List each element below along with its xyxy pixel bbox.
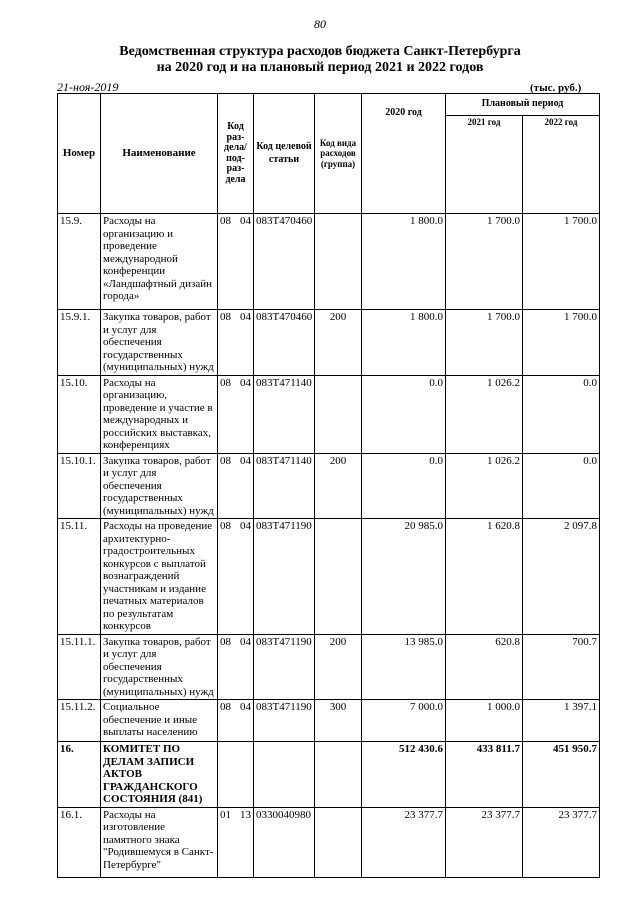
value-2021: 1 026.2 bbox=[446, 375, 523, 453]
value-2021: 433 811.7 bbox=[446, 742, 523, 808]
subsection-code: 04 bbox=[240, 701, 251, 713]
table-row bbox=[58, 700, 600, 742]
target-code: 083Т471140 bbox=[254, 375, 315, 453]
row-number: 15.10.1. bbox=[58, 453, 101, 519]
title-line-1: Ведомственная структура расходов бюджета Санкт-Петербурга bbox=[119, 44, 521, 59]
table-row bbox=[58, 742, 600, 808]
subsection-code: 04 bbox=[240, 376, 251, 389]
value-2022: 1 700.0 bbox=[523, 310, 600, 376]
value-2020: 7 000.0 bbox=[362, 700, 446, 742]
value-2020: 0.0 bbox=[362, 453, 446, 519]
section-code: 08 bbox=[220, 520, 231, 532]
section-code: 08 bbox=[220, 635, 231, 648]
header-target: Код целевой статьи bbox=[254, 94, 315, 214]
table-row bbox=[58, 453, 600, 519]
target-code: 083Т471190 bbox=[254, 700, 315, 742]
expense-type-code bbox=[315, 214, 362, 310]
header-expense-type: Код вида расходов (группа) bbox=[315, 94, 362, 214]
subsection-code: 04 bbox=[240, 520, 251, 532]
section-cell bbox=[218, 634, 254, 700]
table-body bbox=[58, 214, 600, 878]
section-cell bbox=[218, 453, 254, 519]
value-2021: 1 700.0 bbox=[446, 310, 523, 376]
row-number: 16. bbox=[58, 742, 101, 808]
section-cell bbox=[218, 214, 254, 310]
section-cell bbox=[218, 519, 254, 635]
row-number: 15.11.2. bbox=[58, 700, 101, 742]
header-planned-period: Плановый период bbox=[446, 94, 600, 116]
value-2020: 20 985.0 bbox=[362, 519, 446, 635]
row-number: 16.1. bbox=[58, 807, 101, 877]
section-cell bbox=[218, 742, 254, 808]
table-row bbox=[58, 634, 600, 700]
header-number: Номер bbox=[58, 94, 101, 214]
target-code: 083Т471140 bbox=[254, 453, 315, 519]
row-name: Расходы на организацию, проведение и участие в международных и российских выставках, конференциях bbox=[101, 375, 218, 453]
row-name: Закупка товаров, работ и услуг для обеспечения государственных (муниципальных) нужд bbox=[101, 634, 218, 700]
section-cell bbox=[218, 375, 254, 453]
table-row bbox=[58, 807, 600, 877]
value-2021: 620.8 bbox=[446, 634, 523, 700]
value-2020: 512 430.6 bbox=[362, 742, 446, 808]
value-2020: 1 800.0 bbox=[362, 214, 446, 310]
header-2022: 2022 год bbox=[523, 116, 600, 214]
table-header bbox=[58, 94, 600, 214]
value-2021: 1 700.0 bbox=[446, 214, 523, 310]
section-code: 01 bbox=[220, 808, 231, 821]
target-code: 0330040980 bbox=[254, 807, 315, 877]
subsection-code: 04 bbox=[240, 311, 251, 323]
row-number: 15.11.1. bbox=[58, 634, 101, 700]
target-code: 083Т471190 bbox=[254, 519, 315, 635]
target-code: 083Т471190 bbox=[254, 634, 315, 700]
section-cell bbox=[218, 700, 254, 742]
expense-type-code: 200 bbox=[315, 310, 362, 376]
subsection-code: 04 bbox=[240, 635, 251, 648]
subsection-code: 13 bbox=[240, 808, 251, 821]
value-2022: 2 097.8 bbox=[523, 519, 600, 635]
row-name: КОМИТЕТ ПО ДЕЛАМ ЗАПИСИ АКТОВ ГРАЖДАНСКОГО СОСТОЯНИЯ (841) bbox=[101, 742, 218, 808]
row-name: Социальное обеспечение и иные выплаты населению bbox=[101, 700, 218, 742]
row-number: 15.9.1. bbox=[58, 310, 101, 376]
row-name: Расходы на организацию и проведение международной конференции «Ландшафтный дизайн города» bbox=[101, 214, 218, 310]
value-2022: 0.0 bbox=[523, 375, 600, 453]
row-name: Закупка товаров, работ и услуг для обеспечения государственных (муниципальных) нужд bbox=[101, 310, 218, 376]
section-code: 08 bbox=[220, 454, 231, 467]
section-code: 08 bbox=[220, 376, 231, 389]
value-2021: 1 000.0 bbox=[446, 700, 523, 742]
value-2022: 1 700.0 bbox=[523, 214, 600, 310]
header-name: Наименование bbox=[101, 94, 218, 214]
target-code: 083Т470460 bbox=[254, 214, 315, 310]
value-2020: 13 985.0 bbox=[362, 634, 446, 700]
header-2020: 2020 год bbox=[362, 94, 446, 214]
expense-type-code: 200 bbox=[315, 453, 362, 519]
header-section: Код раз-дела/ под-раз-дела bbox=[218, 94, 254, 214]
expense-type-code bbox=[315, 519, 362, 635]
value-2022: 700.7 bbox=[523, 634, 600, 700]
value-2021: 23 377.7 bbox=[446, 807, 523, 877]
table-row bbox=[58, 375, 600, 453]
section-code: 08 bbox=[220, 215, 231, 227]
document-title bbox=[0, 44, 640, 76]
value-2022: 0.0 bbox=[523, 453, 600, 519]
value-2021: 1 026.2 bbox=[446, 453, 523, 519]
table-row bbox=[58, 214, 600, 310]
table-row bbox=[58, 519, 600, 635]
value-2020: 23 377.7 bbox=[362, 807, 446, 877]
document-date: 21-ноя-2019 bbox=[57, 80, 119, 94]
page-number: 80 bbox=[314, 17, 326, 31]
expense-type-code: 200 bbox=[315, 634, 362, 700]
header-2021: 2021 год bbox=[446, 116, 523, 214]
row-name: Расходы на изготовление памятного знака "Родившемуся в Санкт-Петербурге" bbox=[101, 807, 218, 877]
subsection-code: 04 bbox=[240, 215, 251, 227]
value-2020: 1 800.0 bbox=[362, 310, 446, 376]
expense-type-code: 300 bbox=[315, 700, 362, 742]
title-line-2: на 2020 год и на плановый период 2021 и 2022 годов bbox=[156, 60, 484, 75]
section-cell bbox=[218, 807, 254, 877]
target-code: 083Т470460 bbox=[254, 310, 315, 376]
expense-type-code bbox=[315, 375, 362, 453]
units-label: (тыс. руб.) bbox=[530, 82, 582, 94]
value-2022: 1 397.1 bbox=[523, 700, 600, 742]
target-code bbox=[254, 742, 315, 808]
table-row bbox=[58, 310, 600, 376]
row-name: Закупка товаров, работ и услуг для обеспечения государственных (муниципальных) нужд bbox=[101, 453, 218, 519]
budget-table bbox=[57, 93, 600, 878]
expense-type-code bbox=[315, 807, 362, 877]
row-number: 15.11. bbox=[58, 519, 101, 635]
value-2022: 451 950.7 bbox=[523, 742, 600, 808]
value-2021: 1 620.8 bbox=[446, 519, 523, 635]
section-code: 08 bbox=[220, 311, 231, 323]
row-number: 15.10. bbox=[58, 375, 101, 453]
row-name: Расходы на проведение архитектурно-градостроительных конкурсов с выплатой вознаграждений участникам и издание печатных материалов по результатам конкурсов bbox=[101, 519, 218, 635]
section-cell bbox=[218, 310, 254, 376]
expense-type-code bbox=[315, 742, 362, 808]
value-2020: 0.0 bbox=[362, 375, 446, 453]
section-code: 08 bbox=[220, 701, 231, 713]
row-number: 15.9. bbox=[58, 214, 101, 310]
subsection-code: 04 bbox=[240, 454, 251, 467]
value-2022: 23 377.7 bbox=[523, 807, 600, 877]
